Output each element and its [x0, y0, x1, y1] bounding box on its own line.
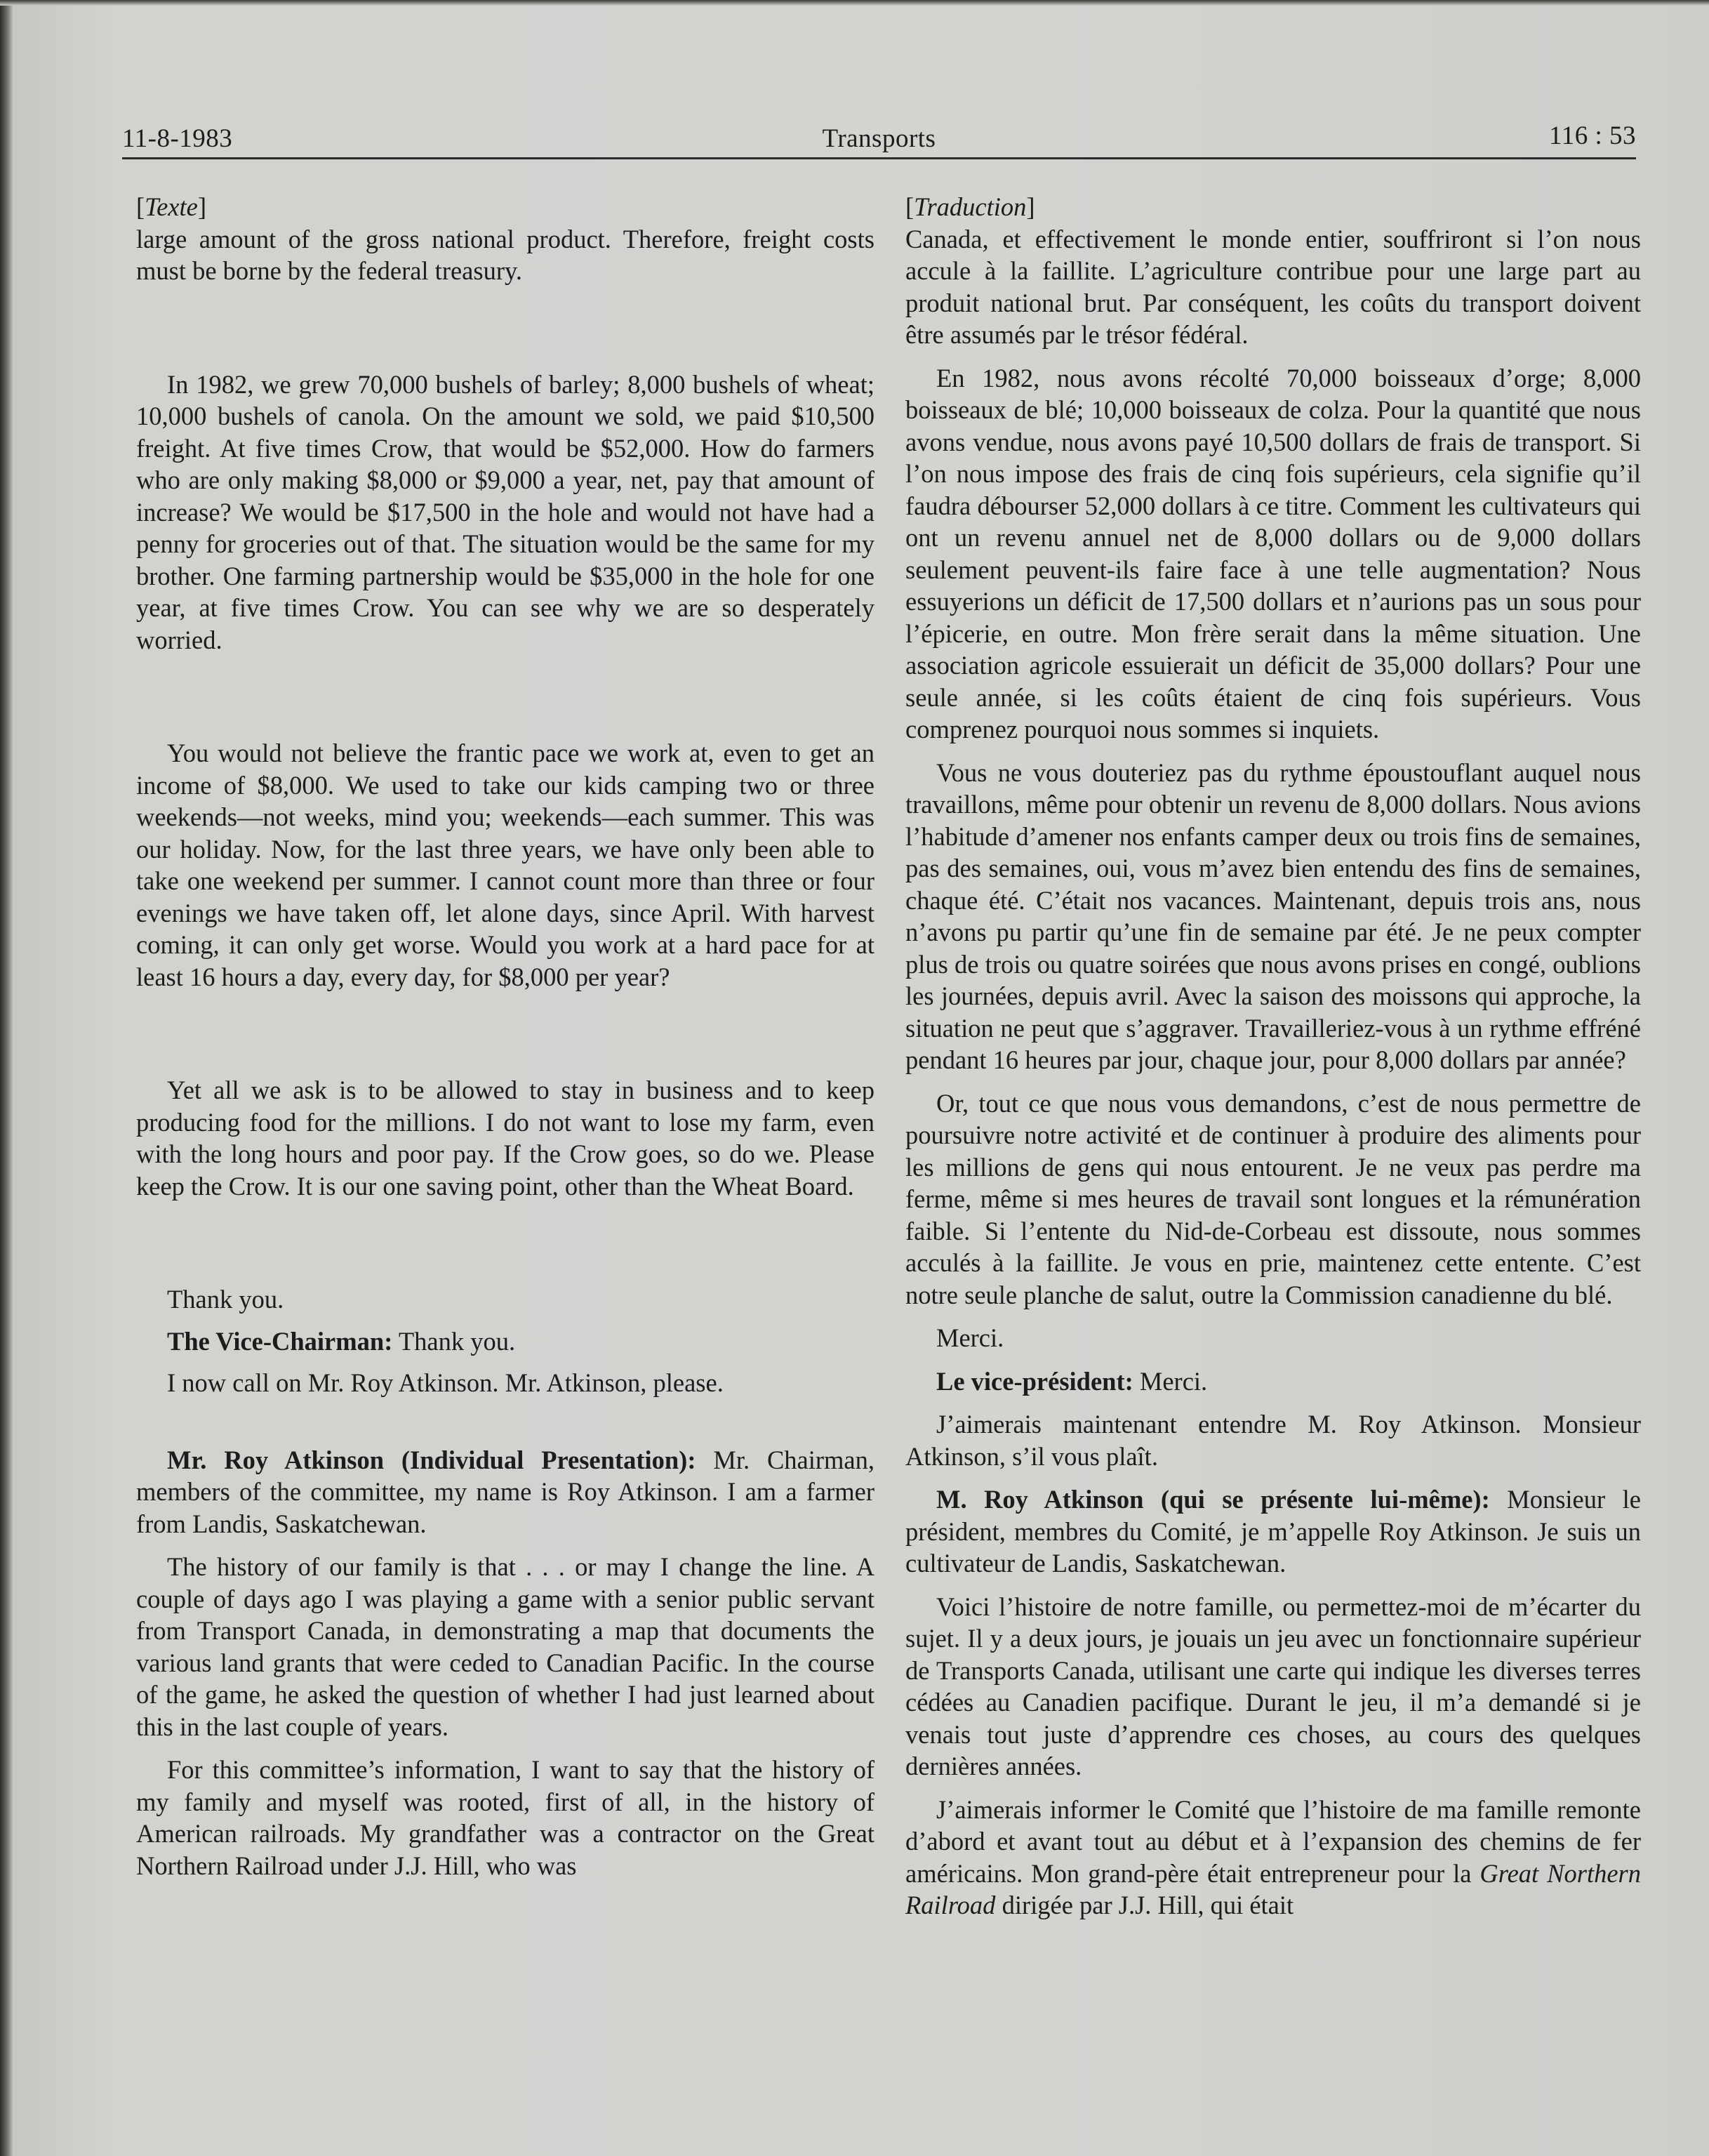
binding-shadow [0, 0, 13, 2156]
paragraph: En 1982, nous avons récolté 70,000 boisseaux d’orge; 8,000 boisseaux de blé; 10,000 boisseaux de colza. Pour la quantité que nous avons vendue, nous avons payé 10,500 dollars de frais de transport. Si l’on nous impose des frais de cinq fois supérieurs, cela signifie qu’il faudra débourser 52,000 dollars à ce titre. Comment les cultivateurs qui ont un revenu annuel net de 8,000 dollars ou de 9,000 dollars seulement peuvent-ils faire face à une telle augmentation? Nous essuyerions un déficit de 17,500 dollars et n’aurions pas un sous pour l’épicerie, en outre. Mon frère serait dans la même situation. Une association agricole essuierait un déficit de 35,000 dollars? Pour une seule année, si les coûts étaient de cinq fois supérieurs. Vous comprenez pourquoi nous sommes si inquiets. [905, 363, 1641, 743]
railroad-name: Great Northern Railroad [905, 1858, 1641, 1919]
paragraph: I now call on Mr. Roy Atkinson. Mr. Atkinson, please. [167, 1368, 724, 1397]
speaker-name: Mr. Roy Atkinson (Individual Presentation): [167, 1445, 696, 1474]
paragraph: Voici l’histoire de notre famille, ou permettez-moi de m’écarter du sujet. Il y a deux jours, je jouais un jeu avec un fonctionnaire supérieur de Transports Canada, utilisant une carte qui indique les diverses terres cédées au Canadien pacifique. Durant le jeu, il m’a demandé si je venais tout juste d’apprendre ces choses, au cours des quelques dernières années. [905, 1592, 1641, 1780]
paragraph: Vous ne vous douteriez pas du rythme époustouflant auquel nous travaillons, même pour obtenir un revenu de 8,000 dollars. Nous avions l’habitude d’amener nos enfants camper deux ou trois fins de semaines, pas des semaines, oui, vous m’avez bien entendu des fins de semaines, chaque été. C’était nos vacances. Maintenant, depuis trois ans, nous n’avons pu partir qu’une fin de semaine par été. Je ne peux compter plus de trois ou quatre soirées que nous avons prises en congé, oublions les journées, depuis avril. Avec la saison des moissons qui approche, la situation ne peut que s’aggraver. Travailleriez-vous à un rythme effréné pendant 16 heures par jour, chaque jour, pour 8,000 dollars par année? [905, 758, 1641, 1074]
speaker-paragraph: Mr. Roy Atkinson (Individual Presentation): Mr. Chairman, members of the committee, my name is Roy Atkinson. I am a farmer from Landis, Saskatchewan. [136, 1445, 875, 1538]
header-date: 11-8-1983 [122, 124, 233, 153]
speaker-name: M. Roy Atkinson (qui se présente lui-même): [936, 1485, 1490, 1514]
page-header [122, 118, 1636, 160]
speaker-name: The Vice-Chairman: [167, 1326, 393, 1356]
paragraph: J’aimerais maintenant entendre M. Roy Atkinson. Monsieur Atkinson, s’il vous plaît. [905, 1410, 1641, 1471]
header-title: Transports [822, 124, 936, 153]
speaker-paragraph: M. Roy Atkinson (qui se présente lui-même): Monsieur le président, membres du Comité, je m’appelle Roy Atkinson. Je suis un cultivateur de Landis, Saskatchewan. [905, 1485, 1641, 1578]
paragraph: large amount of the gross national product. Therefore, freight costs must be borne by the federal treasury. [136, 224, 875, 285]
speaker-paragraph: The Vice-Chairman: Thank you. [167, 1326, 516, 1356]
english-column [136, 191, 875, 1881]
top-edge-shadow [0, 0, 1709, 6]
paragraph: For this committee’s information, I want to say that the history of my family and myself was rooted, first of all, in the history of American railroads. My grandfather was a contractor on the Great Northern Railroad under J.J. Hill, who was [136, 1755, 875, 1880]
paragraph: In 1982, we grew 70,000 bushels of barley; 8,000 bushels of wheat; 10,000 bushels of canola. On the amount we sold, we paid $10,500 freight. At five times Crow, that would be $52,000. How do farmers who are only making $8,000 or $9,000 a year, net, pay that amount of increase? We would be $17,500 in the hole and would not have had a penny for groceries out of that. The situation would be the same for my brother. One farming partnership would be $35,000 in the hole for one year, at five times Crow. You can see why we are so desperately worried. [136, 369, 875, 654]
language-tag: [Texte] [136, 192, 207, 221]
paragraph: You would not believe the frantic pace we work at, even to get an income of $8,000. We used to take our kids camping two or three weekends—not weeks, mind you; weekends—each summer. This was our holiday. Now, for the last three years, we have only been able to take one weekend per summer. I cannot count more than three or four evenings we have taken off, let alone days, since April. With harvest coming, it can only get worse. Would you work at a hard pace for at least 16 hours a day, every day, for $8,000 per year? [136, 739, 875, 991]
speaker-paragraph: Le vice-président: Merci. [936, 1366, 1208, 1396]
paragraph: Or, tout ce que nous vous demandons, c’est de nous permettre de poursuivre notre activité et de continuer à produire des aliments pour les millions de gens qui nous entourent. Je ne veux pas perdre ma ferme, même si mes heures de travail sont longues et la rémunération faible. Si l’entente du Nid-de-Corbeau est dissoute, nous sommes acculés à la faillite. Je vous en prie, maintenez cette entente. C’est notre seule planche de salut, outre la Commission canadienne du blé. [905, 1088, 1641, 1309]
paragraph: Canada, et effectivement le monde entier, souffriront si l’on nous accule à la faillite. L’agriculture contribue pour une large part au produit national brut. Par conséquent, les coûts du transport doivent être assumés par le trésor fédéral. [905, 224, 1641, 349]
paragraph: Merci. [936, 1323, 1004, 1352]
paragraph: Thank you. [167, 1285, 284, 1314]
paragraph: The history of our family is that . . . or may I change the line. A couple of days ago I was playing a game with a senior public servant from Transport Canada, in demonstrating a map that documents the various land grants that were ceded to Canadian Pacific. In the course of the game, he asked the question of whether I had just learned about this in the last couple of years. [136, 1552, 875, 1741]
header-rule [122, 157, 1636, 159]
header-page-number: 116 : 53 [1549, 121, 1636, 150]
paragraph: J’aimerais informer le Comité que l’histoire de ma famille remonte d’abord et avant tout au début et à l’expansion des chemins de fer américains. Mon grand-père était entrepreneur pour la Great Northern Railroad dirigée par J.J. Hill, qui était [905, 1794, 1641, 1919]
paragraph: Yet all we ask is to be allowed to stay in business and to keep producing food for the millions. I do not want to lose my farm, even with the long hours and poor pay. If the Crow goes, so do we. Please keep the Crow. It is our one saving point, other than the Wheat Board. [136, 1076, 875, 1201]
french-column [905, 191, 1641, 1922]
language-tag: [Traduction] [905, 192, 1035, 221]
speaker-name: Le vice-président: [936, 1366, 1133, 1396]
